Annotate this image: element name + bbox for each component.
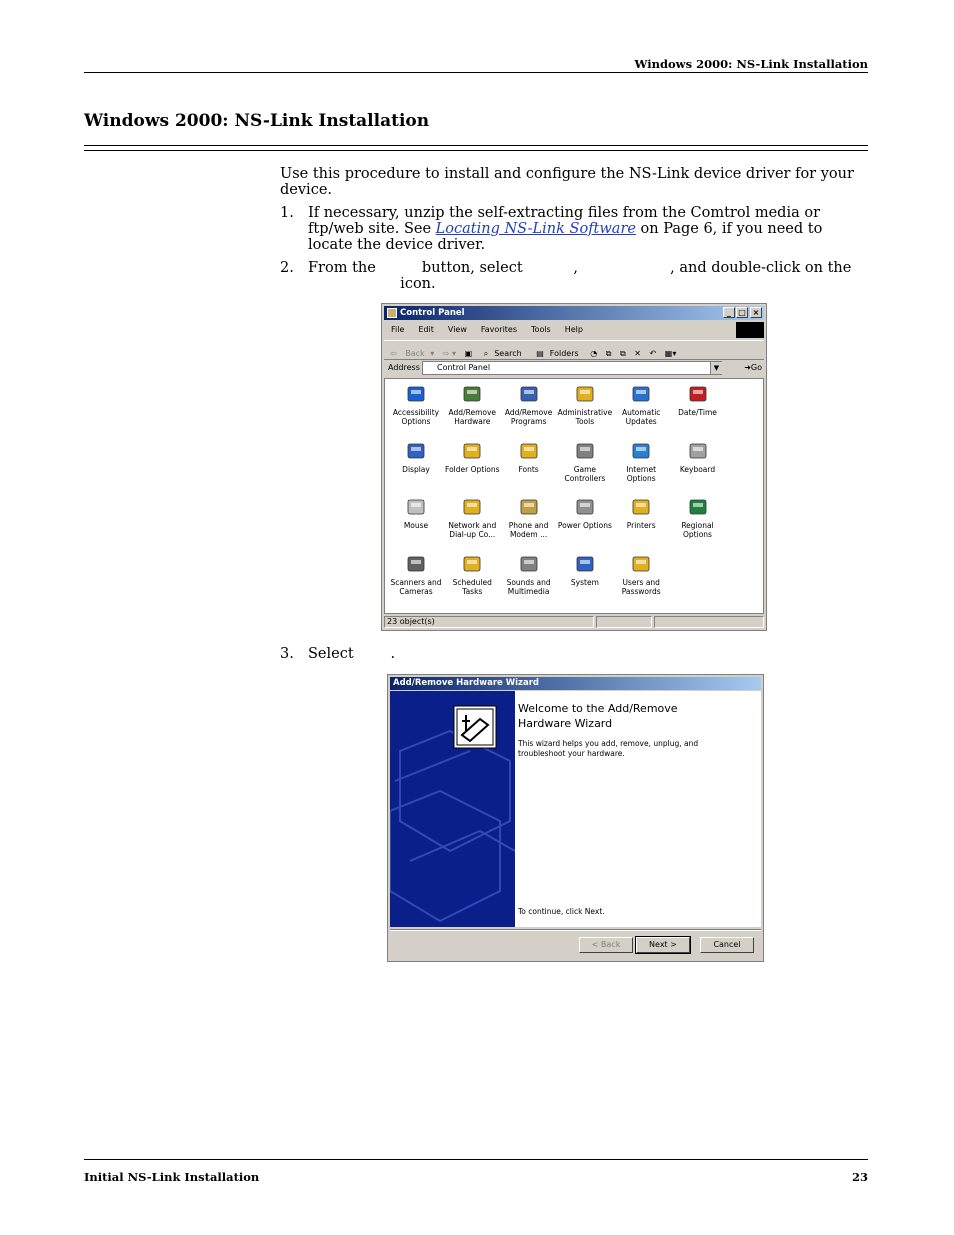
page-number: 23 (851, 1170, 868, 1184)
control-panel-item[interactable] (444, 383, 500, 426)
status-segment (596, 616, 652, 628)
header-rule (84, 72, 868, 73)
back-button[interactable]: < Back (579, 937, 633, 953)
add-remove-programs-icon (518, 383, 540, 405)
fonts-icon (518, 440, 540, 462)
wizard-side-panel (390, 691, 515, 927)
step-text: From the button, select , , and double-click on the icon. (308, 260, 852, 292)
automatic-updates-icon (630, 383, 652, 405)
mouse-icon (405, 496, 427, 518)
menu-tools[interactable]: Tools (531, 325, 551, 334)
window-title: Add/Remove Hardware Wizard (393, 678, 540, 688)
control-panel-item-label: Display (402, 464, 430, 474)
control-panel-item-label: Phone and Modem ... (508, 521, 549, 539)
forward-button[interactable]: ⇨ ▾ (442, 349, 457, 358)
locating-software-link[interactable]: Locating NS-Link Software (435, 221, 636, 237)
control-panel-item-label: Add/Remove Hardware (448, 408, 497, 426)
control-panel-item-label: Game Controllers (564, 464, 606, 483)
control-panel-item[interactable] (670, 383, 726, 417)
control-panel-item-label: Power Options (557, 521, 612, 530)
scanners-cameras-icon (405, 553, 427, 575)
control-panel-item[interactable] (388, 496, 444, 530)
control-panel-item[interactable] (670, 440, 726, 474)
wizard-divider (390, 929, 761, 931)
control-panel-item[interactable] (501, 383, 557, 426)
control-panel-item[interactable] (557, 440, 613, 483)
control-panel-item-label: Mouse (403, 521, 429, 530)
control-panel-item-label: Printers (626, 521, 656, 530)
control-panel-item-label: Add/Remove Programs (504, 408, 553, 426)
control-panel-item[interactable] (670, 496, 726, 539)
accessibility-icon (405, 383, 427, 405)
wizard-description: This wizard helps you add, remove, unplug, and troubleshoot your hardware. (518, 739, 699, 758)
windows-logo-icon (736, 322, 764, 338)
move-to-button[interactable]: ⧉ (605, 349, 612, 358)
users-passwords-icon (630, 553, 652, 575)
wizard-continue-text: To continue, click Next. (518, 907, 605, 916)
control-panel-item[interactable] (388, 553, 444, 596)
control-panel-item[interactable] (444, 553, 500, 596)
views-button[interactable]: ▦▾ (664, 349, 677, 358)
address-bar (384, 359, 764, 377)
step-text: Select . (308, 646, 396, 662)
control-panel-item-label: Automatic Updates (621, 408, 661, 426)
control-panel-item[interactable] (557, 553, 613, 587)
control-panel-items (384, 378, 764, 614)
control-panel-item-label: Sounds and Multimedia (506, 577, 551, 596)
control-panel-item-label: Regional Options (681, 521, 714, 539)
window-title: Control Panel (400, 308, 465, 318)
section-rule (84, 145, 868, 151)
printers-icon (630, 496, 652, 518)
control-panel-item[interactable] (444, 496, 500, 539)
control-panel-item[interactable] (501, 553, 557, 596)
network-icon (461, 496, 483, 518)
menu-help[interactable]: Help (564, 325, 583, 334)
control-panel-item[interactable] (613, 383, 669, 426)
phone-modem-icon (518, 496, 540, 518)
close-button[interactable]: × (750, 307, 762, 318)
step-text: If necessary, unzip the self-extracting files from the Comtrol media or ftp/web site. See Locating NS-Link Software on Page 6, if you need to locate the device driver. (308, 205, 823, 253)
address-input[interactable]: Control Panel (422, 361, 722, 375)
folders-icon: ▤ (536, 349, 544, 358)
menu-file[interactable]: File (391, 325, 405, 334)
control-panel-item[interactable] (613, 553, 669, 596)
control-panel-window (381, 303, 767, 631)
step-number: 1. (280, 205, 294, 221)
search-icon: ⌕ (483, 349, 489, 358)
wizard-content (515, 691, 761, 927)
folder-options-icon (461, 440, 483, 462)
control-panel-item[interactable] (444, 440, 500, 474)
control-panel-item[interactable] (388, 440, 444, 474)
control-panel-item[interactable] (388, 383, 444, 426)
back-button[interactable]: ⇦ Back ▾ (384, 341, 437, 358)
system-icon (574, 553, 596, 575)
control-panel-item[interactable] (557, 496, 613, 530)
game-controllers-icon (574, 440, 596, 462)
go-button[interactable]: ➜Go (744, 363, 762, 372)
keyboard-icon (687, 440, 709, 462)
footer-rule (84, 1159, 868, 1160)
step-number: 3. (280, 646, 294, 662)
power-options-icon (574, 496, 596, 518)
internet-options-icon (630, 440, 652, 462)
control-panel-item-label: Internet Options (626, 464, 657, 483)
wizard-heading: Welcome to the Add/Remove Hardware Wizard (518, 702, 678, 730)
control-panel-item-label: Scheduled Tasks (452, 577, 492, 596)
wizard-banner-graphic (390, 691, 515, 927)
maximize-button[interactable]: □ (736, 307, 748, 318)
menu-view[interactable]: View (447, 325, 467, 334)
search-button[interactable]: ⌕ Search (478, 341, 528, 359)
history-button[interactable]: ◔ (590, 349, 598, 358)
status-segment (654, 616, 764, 628)
control-panel-icon (387, 308, 397, 318)
control-panel-item-label: System (570, 577, 599, 587)
status-count: 23 object(s) (384, 616, 594, 628)
running-header: Windows 2000: NS-Link Installation (634, 57, 868, 71)
next-button[interactable]: Next > (636, 937, 690, 953)
footer-title: Initial NS-Link Installation (84, 1170, 260, 1184)
title-bar (384, 306, 764, 320)
menu-edit[interactable]: Edit (418, 325, 434, 334)
minimize-button[interactable]: _ (723, 307, 735, 318)
control-panel-item[interactable] (557, 383, 613, 426)
copy-to-button[interactable]: ⧉ (620, 349, 626, 358)
address-label: Address (388, 363, 420, 372)
menu-bar (384, 322, 764, 338)
up-folder-button[interactable]: ▣ (464, 349, 473, 358)
control-panel-item-label: Accessibility Options (392, 408, 440, 426)
address-dropdown-icon[interactable]: ▼ (710, 362, 722, 374)
menu-favorites[interactable]: Favorites (480, 325, 518, 334)
title-bar (390, 677, 761, 690)
control-panel-item-label: Scanners and Cameras (390, 577, 442, 596)
regional-options-icon (687, 496, 709, 518)
date-time-icon (687, 383, 709, 405)
folders-button[interactable]: ▤ Folders (530, 341, 584, 358)
add-remove-hardware-icon (461, 383, 483, 405)
control-panel-item-label: Network and Dial-up Co... (448, 521, 497, 539)
control-panel-item[interactable] (501, 440, 557, 474)
undo-button[interactable]: ↶ (649, 349, 657, 358)
control-panel-item-label: Folder Options (445, 464, 500, 474)
sounds-multimedia-icon (518, 553, 540, 575)
control-panel-item[interactable] (501, 496, 557, 539)
control-panel-item-label: Keyboard (679, 464, 716, 474)
control-panel-item-label: Date/Time (678, 408, 717, 417)
administrative-tools-icon (574, 383, 596, 405)
intro-paragraph: Use this procedure to install and configure the NS-Link device driver for your device. (280, 166, 854, 198)
control-panel-item[interactable] (613, 440, 669, 483)
cancel-button[interactable]: Cancel (700, 937, 754, 953)
toolbar (384, 340, 764, 360)
control-panel-item-label: Fonts (518, 464, 539, 474)
display-icon (405, 440, 427, 462)
hardware-wizard-window (387, 674, 764, 962)
back-arrow-icon: ⇦ (390, 349, 397, 358)
scheduled-tasks-icon (461, 553, 483, 575)
control-panel-item[interactable] (613, 496, 669, 530)
section-title: Windows 2000: NS-Link Installation (84, 111, 430, 131)
delete-button[interactable]: ✕ (634, 349, 641, 358)
status-bar (384, 615, 764, 629)
step-number: 2. (280, 260, 294, 276)
control-panel-item-label: Administrative Tools (557, 408, 613, 426)
control-panel-item-label: Users and Passwords (621, 577, 661, 596)
